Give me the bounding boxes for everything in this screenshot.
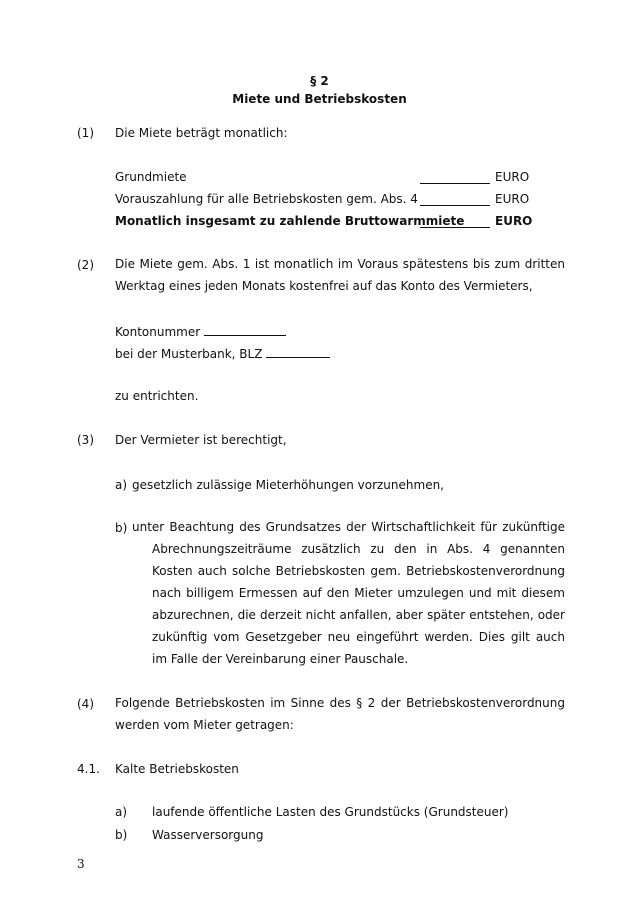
account-number-blank[interactable] — [204, 324, 286, 336]
rent-amount-blank-base[interactable] — [420, 172, 490, 184]
paragraph-number-2: (2) — [77, 258, 94, 272]
paragraph-number-3: (3) — [77, 433, 94, 447]
subsection-number-4-1: 4.1. — [77, 762, 100, 776]
bank-code-line — [115, 346, 330, 361]
cost-item-marker-a: a) — [115, 805, 128, 819]
paragraph-2-closing: zu entrichten. — [115, 389, 199, 403]
rent-row-unit-base: EURO — [495, 170, 530, 184]
paragraph-3-intro: Der Vermieter ist berechtigt, — [115, 433, 287, 447]
rent-row-label-base: Grundmiete — [115, 170, 187, 184]
section-title: Miete und Betriebskosten — [232, 92, 407, 106]
paragraph-4-text: Folgende Betriebskosten im Sinne des § 2 der Betriebskostenverordnung werden vom Mieter getragen: — [115, 696, 565, 732]
subsection-title-4-1: Kalte Betriebskosten — [115, 762, 239, 776]
item-text-3b-first-line: unter Beachtung des Grundsatzes der Wirtschaftlichkeit für zukünftige — [132, 520, 565, 534]
cost-item-text-a: laufende öffentliche Lasten des Grundstücks (Grundsteuer) — [152, 805, 509, 819]
item-marker-3a: a) — [115, 478, 128, 492]
bank-code-blank[interactable] — [266, 346, 330, 358]
paragraph-1-intro: Die Miete beträgt monatlich: — [115, 126, 288, 140]
paragraph-2-text: Die Miete gem. Abs. 1 ist monatlich im Voraus spätestens bis zum dritten Werktag eines jeden Monats kostenfrei auf das Konto des Vermieters, — [115, 257, 565, 293]
rent-row-label-total: Monatlich insgesamt zu zahlende Bruttowarmmiete — [115, 214, 465, 228]
item-text-3a: gesetzlich zulässige Mieterhöhungen vorzunehmen, — [132, 478, 444, 492]
section-number: § 2 — [310, 74, 329, 88]
paragraph-number-4: (4) — [77, 697, 94, 711]
page-number: 3 — [77, 857, 85, 871]
rent-row-unit-total: EURO — [495, 214, 533, 228]
cost-item-marker-b: b) — [115, 828, 128, 842]
paragraph-number-1: (1) — [77, 126, 94, 140]
rent-amount-blank-advance[interactable] — [420, 194, 490, 206]
rent-amount-blank-total[interactable] — [420, 216, 490, 228]
account-number-label: Kontonummer — [115, 325, 201, 339]
item-text-3b-rest: Abrechnungszeiträume zusätzlich zu den in Abs. 4 genannten Kosten auch solche Betriebskosten gem. Betriebskostenverordnung nach billigem Ermessen auf den Mieter umzulegen und mit diesem abzurechnen, die derzeit nicht anfallen, aber später entstehen, oder zukünftig vom Gesetzgeber neu eingeführt werden. Dies gilt auch im Falle der Vereinbarung einer Pauschale. — [152, 542, 565, 666]
account-number-line — [115, 324, 286, 339]
bank-code-label: bei der Musterbank, BLZ — [115, 347, 263, 361]
item-marker-3b: b) — [115, 521, 128, 535]
rent-row-unit-advance: EURO — [495, 192, 530, 206]
cost-item-text-b: Wasserversorgung — [152, 828, 264, 842]
rent-row-label-advance: Vorauszahlung für alle Betriebskosten gem. Abs. 4 — [115, 192, 418, 206]
